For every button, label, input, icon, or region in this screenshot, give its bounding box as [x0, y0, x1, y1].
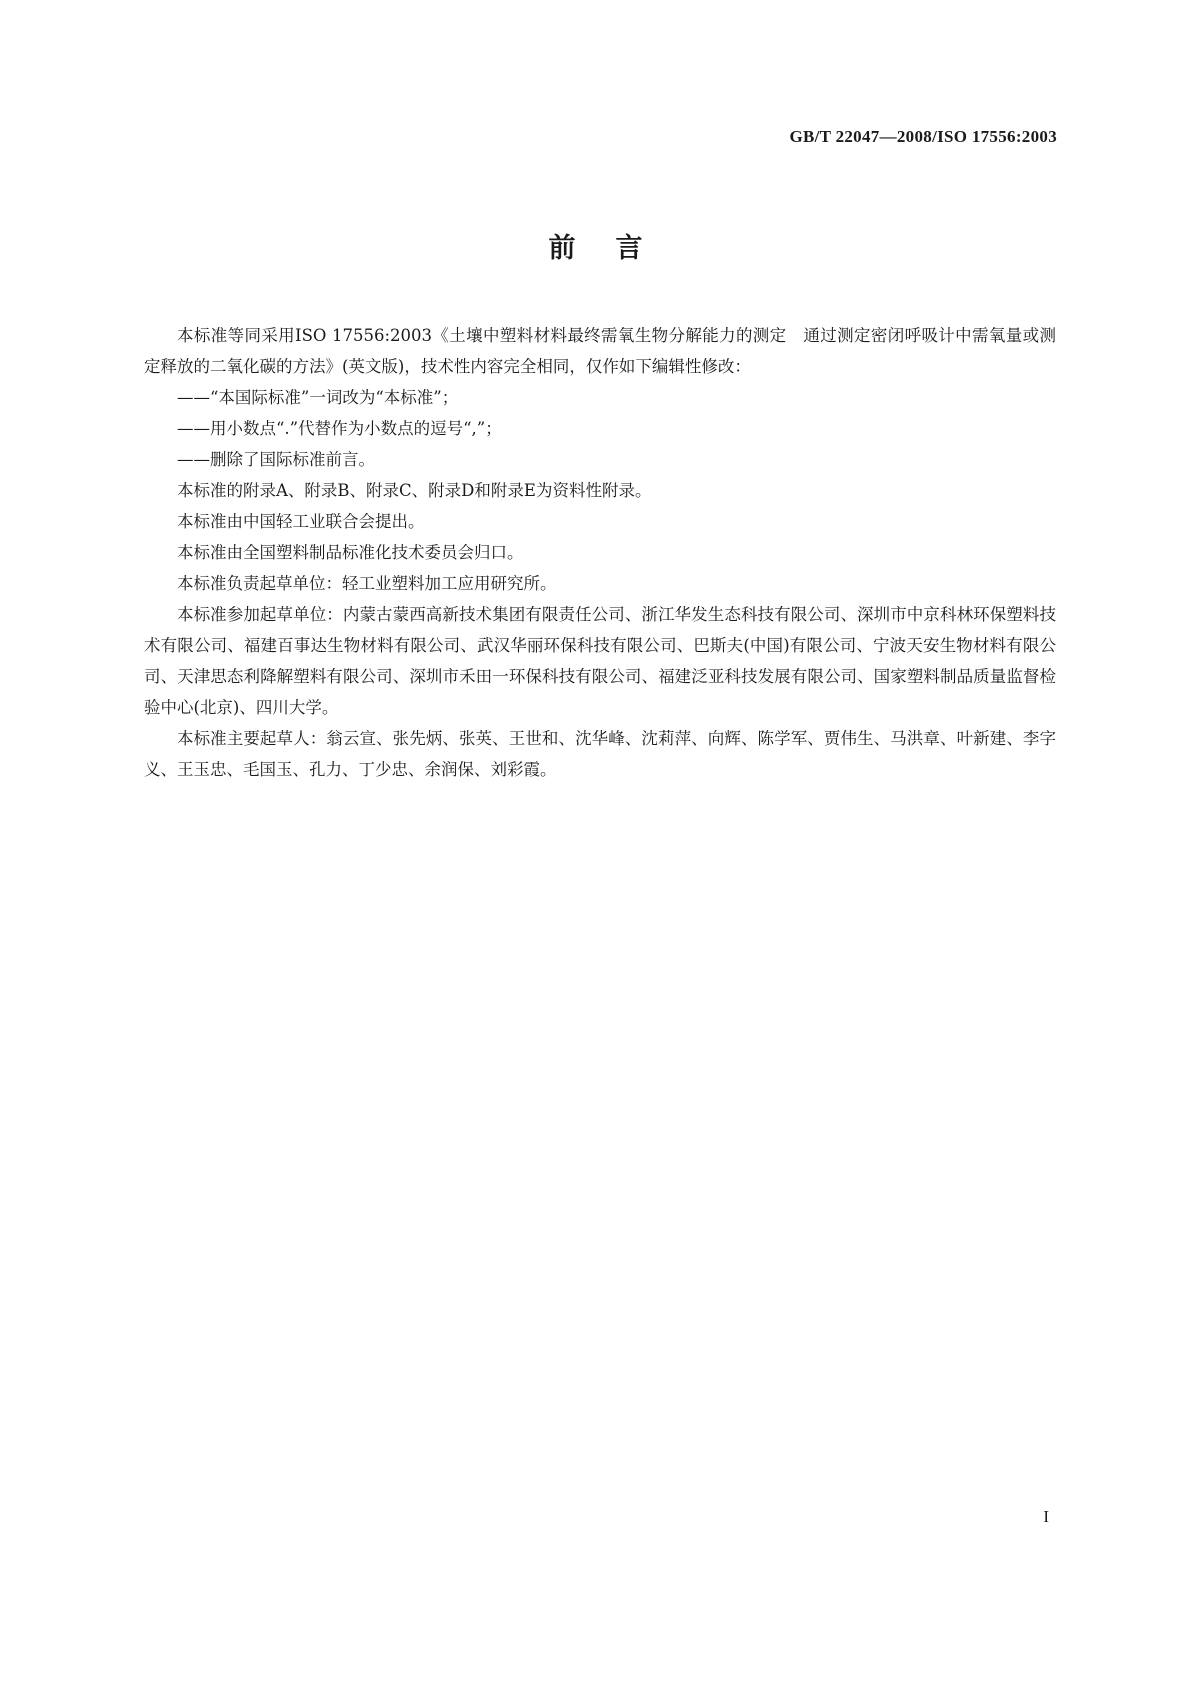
- paragraph-proposer: 本标准由中国轻工业联合会提出。: [177, 512, 425, 531]
- list-item-edit-3: ——删除了国际标准前言。: [177, 450, 375, 469]
- paragraph-participating-units: 本标准参加起草单位：内蒙古蒙西高新技术集团有限责任公司、浙江华发生态科技有限公司、深圳市中京科林环保塑料技术有限公司、福建百事达生物材料有限公司、武汉华丽环保科技有限公司、巴斯夫(中国)有限公司、宁波天安生物材料有限公司、天津思态利降解塑料有限公司、深圳市禾田一环保科技有限公司、福建泛亚科技发展有限公司、国家塑料制品质量监督检验中心(北京)、四川大学。: [144, 605, 1056, 717]
- paragraph-adoption: 本标准等同采用ISO 17556:2003《土壤中塑料材料最终需氧生物分解能力的测定 通过测定密闭呼吸计中需氧量或测定释放的二氧化碳的方法》(英文版)，技术性内容完全相同，仅作如下编辑性修改：: [144, 326, 1056, 376]
- page-title: 前言: [548, 233, 683, 264]
- list-item-edit-2: ——用小数点“.”代替作为小数点的逗号“,”；: [177, 419, 502, 438]
- foreword-body: [144, 320, 1056, 785]
- standard-code: GB/T 22047—2008/ISO 17556:2003: [789, 127, 1057, 146]
- paragraph-lead-drafter: 本标准负责起草单位：轻工业塑料加工应用研究所。: [177, 574, 557, 593]
- paragraph-main-drafters: 本标准主要起草人：翁云宣、张先炳、张英、王世和、沈华峰、沈莉萍、向辉、陈学军、贾伟生、马洪章、叶新建、李字义、王玉忠、毛国玉、孔力、丁少忠、余润保、刘彩霞。: [144, 729, 1056, 779]
- page-number: I: [1043, 1507, 1049, 1526]
- paragraph-annexes: 本标准的附录A、附录B、附录C、附录D和附录E为资料性附录。: [177, 481, 652, 500]
- paragraph-committee: 本标准由全国塑料制品标准化技术委员会归口。: [177, 543, 524, 562]
- list-item-edit-1: ——“本国际标准”一词改为“本标准”；: [177, 388, 459, 407]
